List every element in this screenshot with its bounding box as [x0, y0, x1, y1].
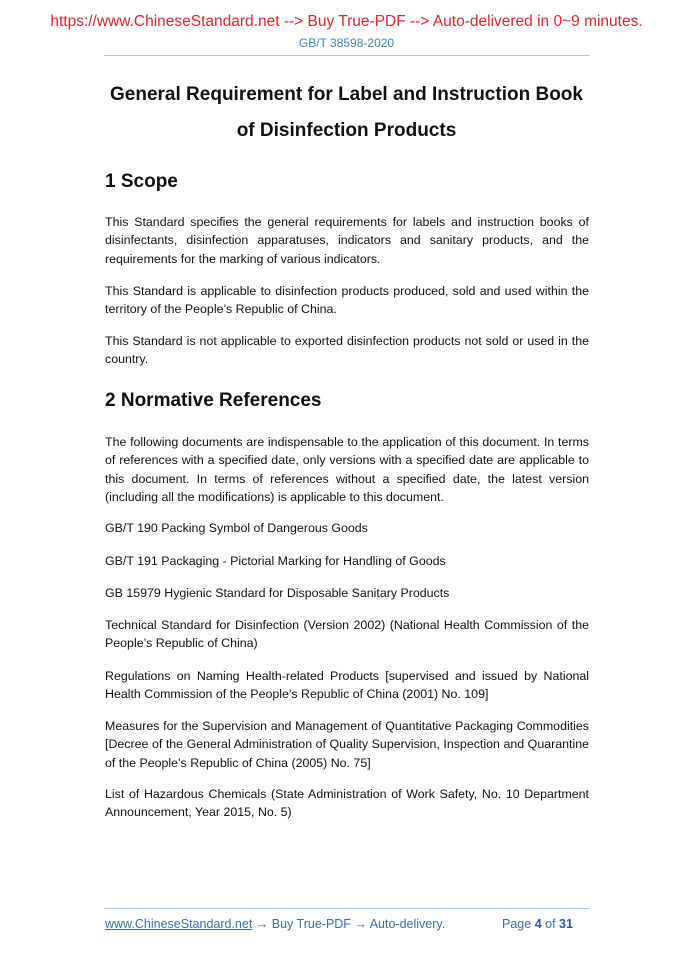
page-label: Page — [502, 917, 532, 931]
footer-promo — [105, 917, 445, 931]
document-id: GB/T 38598-2020 — [298, 36, 395, 50]
section-heading-normative-references: 2 Normative References — [105, 390, 322, 411]
reference-item: List of Hazardous Chemicals (State Administration of Work Safety, No. 10 Department Announcement, Year 2015, No. 5) — [105, 787, 589, 820]
paragraph: The following documents are indispensable to the application of this document. In terms of references with a specified date, only versions with a specified date are applicable to this document. In terms of references without a specified date, the latest version (including all the modifications) is applicable to this document. — [105, 435, 589, 504]
page-current: 4 — [534, 917, 542, 931]
reference-item: GB 15979 Hygienic Standard for Disposable Sanitary Products — [105, 586, 450, 600]
document-title-line2: of Disinfection Products — [236, 120, 457, 141]
footer-tagline: → Buy True-PDF → Auto-delivery. — [252, 917, 446, 931]
section-heading-scope: 1 Scope — [105, 171, 178, 192]
of-label: of — [545, 917, 556, 931]
paragraph: This Standard is not applicable to exported disinfection products not sold or used in the country. — [105, 334, 589, 367]
footer-divider — [104, 908, 590, 909]
paragraph: This Standard is applicable to disinfection products produced, sold and used within the territory of the People’s Republic of China. — [105, 284, 589, 317]
promo-banner[interactable]: https://www.ChineseStandard.net --> Buy True-PDF --> Auto-delivered in 0~9 minutes. — [50, 13, 643, 30]
reference-item: Technical Standard for Disinfection (Version 2002) (National Health Commission of the People’s Republic of China) — [105, 618, 589, 651]
reference-item: GB/T 190 Packing Symbol of Dangerous Goods — [105, 521, 368, 535]
footer-link[interactable]: www.ChineseStandard.net — [105, 917, 253, 931]
reference-item: GB/T 191 Packaging - Pictorial Marking for Handling of Goods — [105, 554, 446, 568]
page-total: 31 — [559, 917, 573, 931]
page-indicator — [502, 917, 573, 931]
paragraph: This Standard specifies the general requirements for labels and instruction books of disinfectants, disinfection apparatuses, indicators and sanitary products, and the requirements for the marking of various indicators. — [105, 215, 589, 266]
document-title-line1: General Requirement for Label and Instruction Book — [110, 84, 583, 105]
reference-item: Measures for the Supervision and Management of Quantitative Packaging Commodities [Decree of the General Administration of Quality Supervision, Inspection and Quarantine of the People’s Republic of China (2005) No. 75] — [105, 719, 589, 770]
header-divider — [104, 55, 590, 56]
reference-item: Regulations on Naming Health-related Products [supervised and issued by National Health Commission of the People’s Republic of China (2001) No. 109] — [105, 669, 589, 702]
